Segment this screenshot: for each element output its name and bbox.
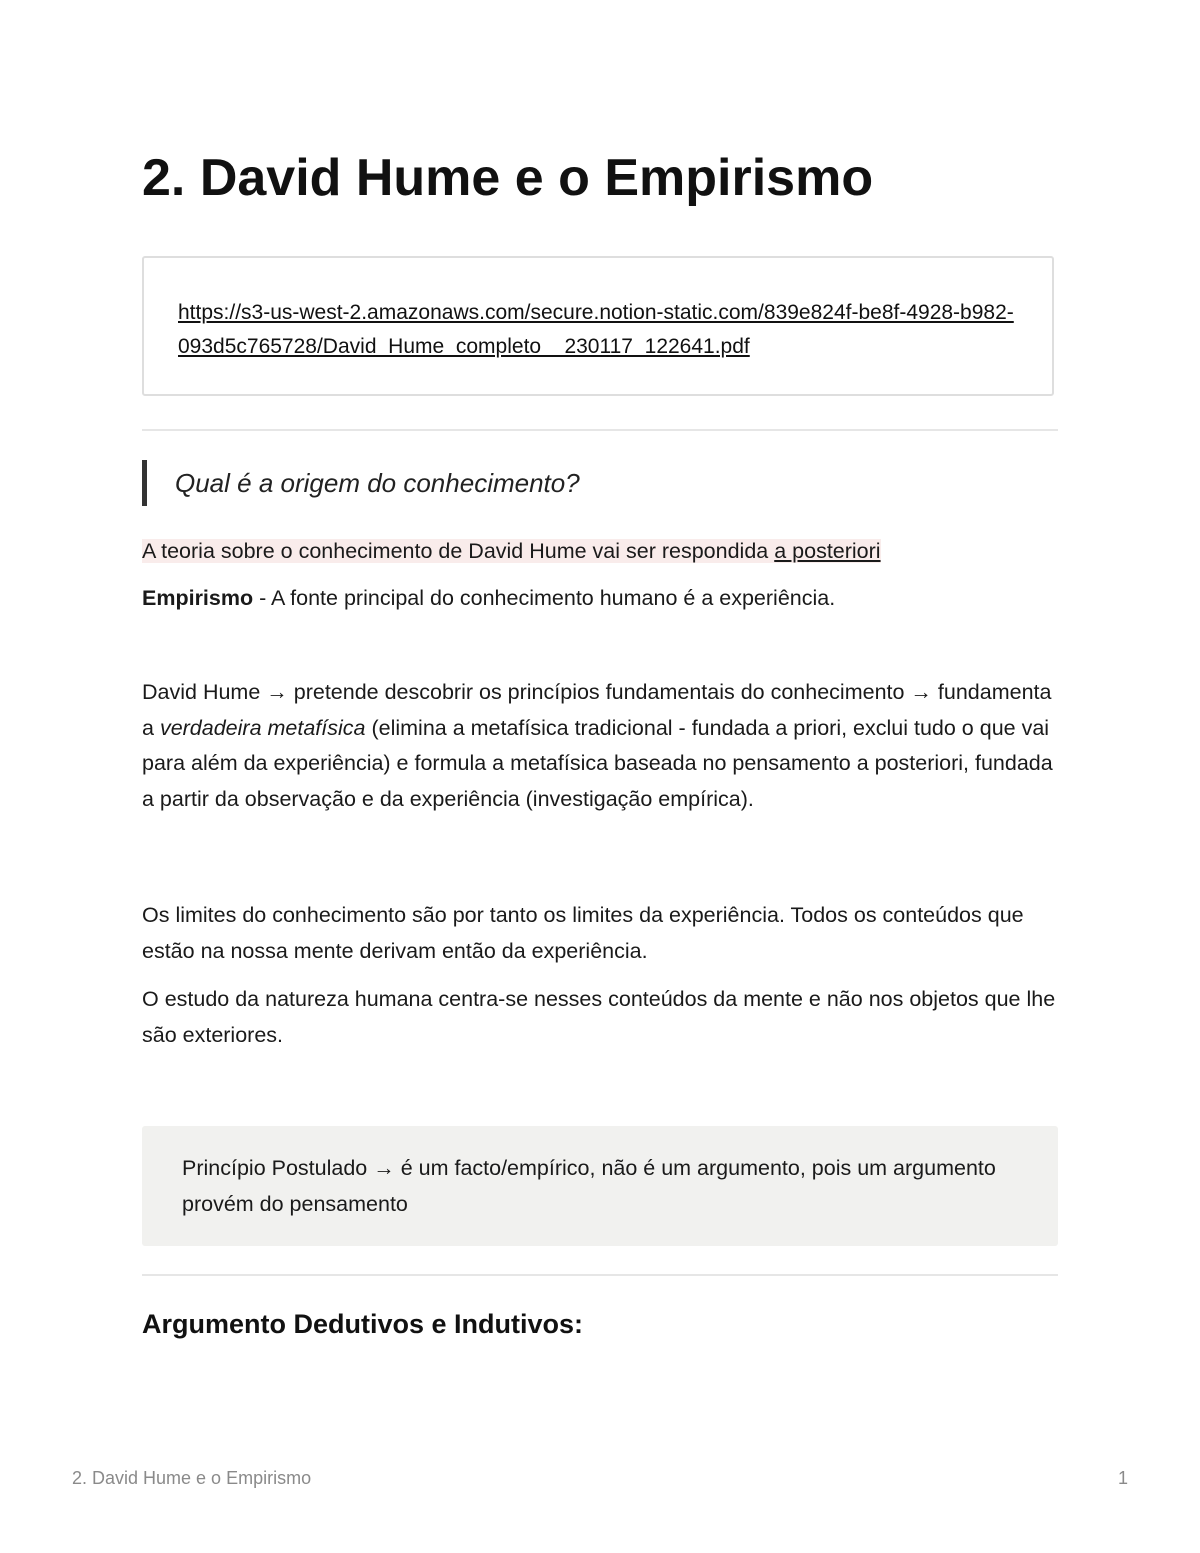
- text-segment: David Hume → pretende descobrir os princípios fundamentais do conhecimento → fundamenta a: [142, 680, 1052, 740]
- section-heading: Argumento Dedutivos e Indutivos:: [142, 1309, 584, 1339]
- divider: [142, 1274, 1058, 1276]
- highlighted-text: A teoria sobre o conhecimento de David Hume vai ser respondida: [142, 539, 775, 563]
- paragraph-empirismo: [142, 581, 1062, 617]
- footer-page-number: 1: [1117, 1468, 1128, 1488]
- paragraph-hume: [142, 675, 1062, 817]
- paragraph-nature: O estudo da natureza humana centra-se nesses conteúdos da mente e não nos objetos que lhe são exteriores.: [142, 987, 1056, 1047]
- text-segment: (elimina a metafísica tradicional - fundada a priori, exclui tudo o que vai para além da experiência) e formula a metafísica baseada no pensamento a posteriori, fundada a partir da observação e da experiência (investigação empírica).: [142, 715, 1053, 811]
- callout-text: Princípio Postulado → é um facto/empírico, não é um argumento, pois um argumento provém do pensamento: [182, 1156, 996, 1216]
- bookmark-link[interactable]: https://s3-us-west-2.amazonaws.com/secure.notion-static.com/839e824f-be8f-4928-b982-093d5c765728/David_Hume_completo__230117_122641.pdf: [178, 301, 1014, 358]
- paragraph-theory: [142, 534, 1062, 570]
- quote-block: Qual é a origem do conhecimento?: [142, 460, 580, 506]
- a-posteriori-link[interactable]: a posteriori: [774, 539, 881, 563]
- italic-term: verdadeira metafísica: [159, 715, 366, 740]
- callout-block: [142, 1126, 1058, 1246]
- definition-text: - A fonte principal do conhecimento humano é a experiência.: [253, 586, 836, 610]
- paragraph-limits: Os limites do conhecimento são por tanto os limites da experiência. Todos os conteúdos que estão na nossa mente derivam então da experiência.: [142, 903, 1024, 963]
- divider: [142, 429, 1058, 431]
- footer-title: 2. David Hume e o Empirismo: [72, 1468, 312, 1488]
- bold-term: Empirismo: [142, 586, 254, 610]
- bookmark-block[interactable]: [142, 256, 1054, 396]
- page-title: 2. David Hume e o Empirismo: [142, 149, 874, 207]
